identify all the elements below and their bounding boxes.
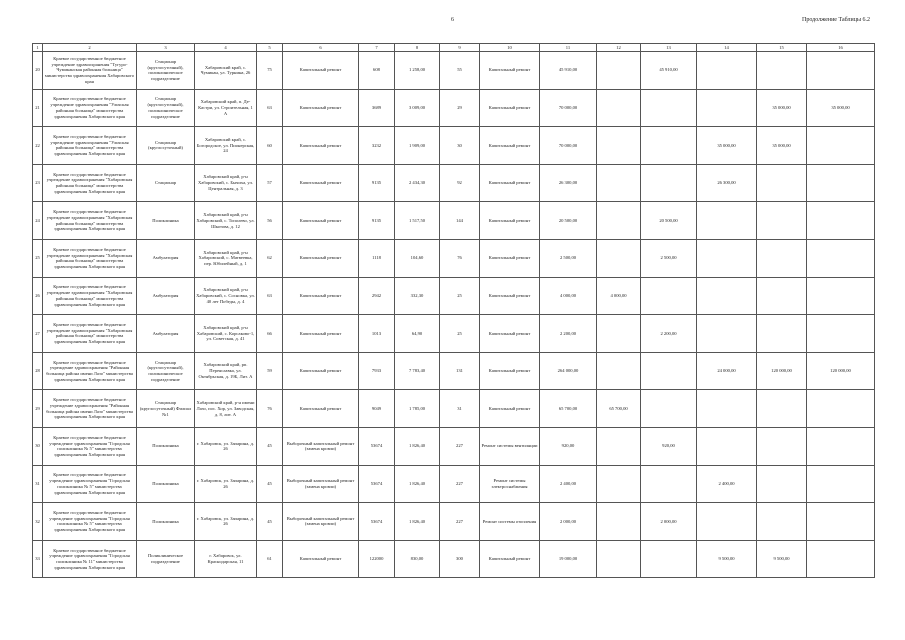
cost-year-3	[697, 427, 757, 465]
work-type: Выборочный капитальный ремонт (замена кровли)	[283, 503, 359, 541]
total-cost: 70 000,00	[540, 127, 597, 165]
facility-address: г. Хабаровск, ул. Запарина, д. 26	[195, 427, 257, 465]
wear-percent: 60	[257, 127, 283, 165]
facility-address: г. Хабаровск, ул. Запарина, д. 26	[195, 503, 257, 541]
visits-count: 3232	[359, 127, 395, 165]
cost-year-5	[807, 540, 875, 578]
table-row	[33, 52, 875, 90]
table-row	[33, 427, 875, 465]
staff-count: 131	[440, 352, 480, 390]
facility-type: Поликлиника	[137, 427, 195, 465]
organization-name: Краевое государственное бюджетное учреждение здравоохранения "Городская поликлиника № 11" министерства здравоохранения Хабаровского края	[43, 540, 137, 578]
cost-year-3	[697, 239, 757, 277]
cost-year-2	[641, 89, 697, 127]
cost-year-4	[757, 315, 807, 353]
cost-year-1	[597, 427, 641, 465]
building-area: 1 826,40	[395, 465, 440, 503]
organization-name: Краевое государственное бюджетное учреждение здравоохранения "Городская поликлиника № 5" министерства здравоохранения Хабаровского края	[43, 503, 137, 541]
cost-year-2: 45 910,00	[641, 52, 697, 90]
cost-year-4	[757, 503, 807, 541]
facility-address: Хабаровский край, с. Чумикан, ул. Турнина, 26	[195, 52, 257, 90]
cost-year-2	[641, 164, 697, 202]
total-cost: 65 700,00	[540, 390, 597, 428]
row-number: 33	[33, 540, 43, 578]
column-header: 1	[33, 44, 43, 52]
cost-year-5	[807, 315, 875, 353]
cost-year-5: 120 000,00	[807, 352, 875, 390]
facility-address: г. Хабаровск, ул. Краснодарская, 11	[195, 540, 257, 578]
table-body	[33, 52, 875, 578]
table-row	[33, 239, 875, 277]
cost-year-4: 120 000,00	[757, 352, 807, 390]
column-header: 6	[283, 44, 359, 52]
cost-year-5: 35 000,00	[807, 89, 875, 127]
facility-type: Амбулатория	[137, 277, 195, 315]
cost-year-4	[757, 390, 807, 428]
building-area: 332,30	[395, 277, 440, 315]
work-type: Капитальный ремонт	[283, 202, 359, 240]
cost-year-2	[641, 465, 697, 503]
building-area: 830,00	[395, 540, 440, 578]
staff-count: 25	[440, 315, 480, 353]
cost-year-5	[807, 127, 875, 165]
visits-count: 7933	[359, 352, 395, 390]
column-header: 13	[641, 44, 697, 52]
cost-year-1	[597, 540, 641, 578]
cost-year-5	[807, 277, 875, 315]
cost-year-2	[641, 352, 697, 390]
column-header: 10	[480, 44, 540, 52]
cost-year-2: 2 000,00	[641, 503, 697, 541]
building-area: 64,90	[395, 315, 440, 353]
facility-type: Стационар (круглосуточный), поликлиническое подразделение	[137, 89, 195, 127]
row-number: 26	[33, 277, 43, 315]
cost-year-1	[597, 89, 641, 127]
table-row	[33, 164, 875, 202]
wear-percent: 57	[257, 164, 283, 202]
column-header: 7	[359, 44, 395, 52]
cost-year-2: 920,00	[641, 427, 697, 465]
organization-name: Краевое государственное бюджетное учреждение здравоохранения "Хабаровская районная больница" министерства здравоохранения Хабаровского края	[43, 164, 137, 202]
facility-address: Хабаровский край, р-н имени Лазо, пос. Хор, ул. Заводская, д. 8, лит. А	[195, 390, 257, 428]
planned-work: Капитальный ремонт	[480, 52, 540, 90]
cost-year-3	[697, 390, 757, 428]
planned-work: Ремонт системы отопления	[480, 503, 540, 541]
work-type: Выборочный капитальный ремонт (замена кровли)	[283, 427, 359, 465]
wear-percent: 66	[257, 315, 283, 353]
building-area: 1 258,00	[395, 52, 440, 90]
organization-name: Краевое государственное бюджетное учреждение здравоохранения "Хабаровская районная больница" министерства здравоохранения Хабаровского края	[43, 315, 137, 353]
cost-year-2: 2 200,00	[641, 315, 697, 353]
facility-address: Хабаровский край, р-н Хабаровский, с. Сосновка, ул. 40 лет Победы, д. 4	[195, 277, 257, 315]
cost-year-1	[597, 503, 641, 541]
staff-count: 227	[440, 427, 480, 465]
cost-year-1	[597, 202, 641, 240]
work-type: Капитальный ремонт	[283, 127, 359, 165]
planned-work: Капитальный ремонт	[480, 164, 540, 202]
cost-year-4	[757, 164, 807, 202]
cost-year-4: 9 500,00	[757, 540, 807, 578]
facility-address: Хабаровский край, рп. Переяславка, ул. Октябрьская, д. 19Б, Лит. А	[195, 352, 257, 390]
facility-type: Стационар	[137, 164, 195, 202]
table-row	[33, 277, 875, 315]
total-cost: 920,00	[540, 427, 597, 465]
visits-count: 9135	[359, 164, 395, 202]
cost-year-1	[597, 315, 641, 353]
work-type: Капитальный ремонт	[283, 390, 359, 428]
organization-name: Краевое государственное бюджетное учреждение здравоохранения "Районная больница района имени Лазо" министерства здравоохранения Хабаровского края	[43, 390, 137, 428]
total-cost: 19 000,00	[540, 540, 597, 578]
row-number: 27	[33, 315, 43, 353]
column-header: 16	[807, 44, 875, 52]
visits-count: 122000	[359, 540, 395, 578]
planned-work: Ремонт системы вентиляции	[480, 427, 540, 465]
cost-year-1: 4 000,00	[597, 277, 641, 315]
cost-year-4	[757, 427, 807, 465]
cost-year-1	[597, 239, 641, 277]
cost-year-3: 26 300,00	[697, 164, 757, 202]
organization-name: Краевое государственное бюджетное учреждение здравоохранения "Городская поликлиника № 5" министерства здравоохранения Хабаровского края	[43, 427, 137, 465]
facility-address: Хабаровский край, р-н Хабаровский, с. Бычиха, ул. Центральная, д. 3	[195, 164, 257, 202]
staff-count: 300	[440, 540, 480, 578]
cost-year-3: 2 400,00	[697, 465, 757, 503]
row-number: 31	[33, 465, 43, 503]
cost-year-1	[597, 164, 641, 202]
cost-year-4	[757, 202, 807, 240]
building-area: 7 783,40	[395, 352, 440, 390]
facility-address: Хабаровский край, р-н Хабаровский, с. Матвеевка, пер. Юбилейный, д. 1	[195, 239, 257, 277]
cost-year-5	[807, 239, 875, 277]
facility-type: Амбулатория	[137, 315, 195, 353]
work-type: Капитальный ремонт	[283, 52, 359, 90]
visits-count: 53674	[359, 465, 395, 503]
visits-count: 9049	[359, 390, 395, 428]
cost-year-4	[757, 52, 807, 90]
repair-plan-table	[32, 43, 875, 578]
column-header: 14	[697, 44, 757, 52]
cost-year-1	[597, 52, 641, 90]
visits-count: 9135	[359, 202, 395, 240]
table-row	[33, 352, 875, 390]
column-header: 2	[43, 44, 137, 52]
staff-count: 31	[440, 390, 480, 428]
building-area: 2 434,30	[395, 164, 440, 202]
table-row	[33, 465, 875, 503]
wear-percent: 56	[257, 202, 283, 240]
row-number: 23	[33, 164, 43, 202]
table-row	[33, 390, 875, 428]
facility-type: Поликлиника	[137, 503, 195, 541]
table-row	[33, 127, 875, 165]
facility-type: Стационар (круглосуточный), поликлиническое подразделение	[137, 352, 195, 390]
planned-work: Капитальный ремонт	[480, 540, 540, 578]
cost-year-2	[641, 540, 697, 578]
cost-year-5	[807, 52, 875, 90]
building-area: 1 826,40	[395, 427, 440, 465]
planned-work: Капитальный ремонт	[480, 202, 540, 240]
column-header: 9	[440, 44, 480, 52]
work-type: Выборочный капитальный ремонт (замена кровли)	[283, 465, 359, 503]
cost-year-3	[697, 89, 757, 127]
organization-name: Краевое государственное бюджетное учреждение здравоохранения "Городская поликлиника № 5" министерства здравоохранения Хабаровского края	[43, 465, 137, 503]
cost-year-3: 9 500,00	[697, 540, 757, 578]
visits-count: 1118	[359, 239, 395, 277]
total-cost: 2 200,00	[540, 315, 597, 353]
staff-count: 76	[440, 239, 480, 277]
visits-count: 608	[359, 52, 395, 90]
staff-count: 144	[440, 202, 480, 240]
building-area: 1 785,00	[395, 390, 440, 428]
row-number: 22	[33, 127, 43, 165]
organization-name: Краевое государственное бюджетное учреждение здравоохранения "Ульчская районная больница" министерства здравоохранения Хабаровского края	[43, 127, 137, 165]
staff-count: 29	[440, 89, 480, 127]
cost-year-5	[807, 390, 875, 428]
row-number: 24	[33, 202, 43, 240]
row-number: 32	[33, 503, 43, 541]
wear-percent: 63	[257, 277, 283, 315]
row-number: 21	[33, 89, 43, 127]
total-cost: 2 000,00	[540, 503, 597, 541]
facility-address: Хабаровский край, р-н Хабаровский, с. Тополево, ул. Шкотова, д. 12	[195, 202, 257, 240]
row-number: 20	[33, 52, 43, 90]
wear-percent: 75	[257, 52, 283, 90]
facility-type: Стационар (круглосуточный), поликлиническое подразделение	[137, 52, 195, 90]
planned-work: Капитальный ремонт	[480, 89, 540, 127]
organization-name: Краевое государственное бюджетное учреждение здравоохранения "Хабаровская районная больница" министерства здравоохранения Хабаровского края	[43, 202, 137, 240]
staff-count: 92	[440, 164, 480, 202]
visits-count: 3689	[359, 89, 395, 127]
page-number: 6	[451, 17, 454, 23]
wear-percent: 45	[257, 427, 283, 465]
facility-type: Поликлиника	[137, 465, 195, 503]
visits-count: 53674	[359, 503, 395, 541]
cost-year-4: 35 000,00	[757, 89, 807, 127]
cost-year-3	[697, 315, 757, 353]
cost-year-2	[641, 277, 697, 315]
cost-year-3	[697, 202, 757, 240]
column-header: 5	[257, 44, 283, 52]
work-type: Капитальный ремонт	[283, 277, 359, 315]
cost-year-2: 2 500,00	[641, 239, 697, 277]
table-row	[33, 89, 875, 127]
planned-work: Капитальный ремонт	[480, 390, 540, 428]
work-type: Капитальный ремонт	[283, 540, 359, 578]
table-row	[33, 202, 875, 240]
planned-work: Капитальный ремонт	[480, 315, 540, 353]
building-area: 1 826,40	[395, 503, 440, 541]
cost-year-5	[807, 202, 875, 240]
total-cost: 264 000,00	[540, 352, 597, 390]
planned-work: Капитальный ремонт	[480, 352, 540, 390]
planned-work: Капитальный ремонт	[480, 239, 540, 277]
table-row	[33, 315, 875, 353]
facility-type: Поликлиническое подразделение	[137, 540, 195, 578]
wear-percent: 45	[257, 503, 283, 541]
building-area: 104,60	[395, 239, 440, 277]
wear-percent: 63	[257, 89, 283, 127]
cost-year-4	[757, 277, 807, 315]
cost-year-1: 65 700,00	[597, 390, 641, 428]
visits-count: 2942	[359, 277, 395, 315]
column-header: 3	[137, 44, 195, 52]
facility-type: Поликлиника	[137, 202, 195, 240]
total-cost: 20 500,00	[540, 202, 597, 240]
wear-percent: 62	[257, 239, 283, 277]
cost-year-4	[757, 465, 807, 503]
row-number: 30	[33, 427, 43, 465]
column-header: 4	[195, 44, 257, 52]
staff-count: 30	[440, 127, 480, 165]
facility-address: Хабаровский край, с. Богородское, ул. Пионерская, 24	[195, 127, 257, 165]
planned-work: Ремонт системы электроснабжения	[480, 465, 540, 503]
facility-type: Стационар (круглосуточный)	[137, 127, 195, 165]
cost-year-1	[597, 127, 641, 165]
organization-name: Краевое государственное бюджетное учреждение здравоохранения "Тугуро-Чумиканская районная больница" министерства здравоохранения Хабаровского края	[43, 52, 137, 90]
column-header: 11	[540, 44, 597, 52]
cost-year-5	[807, 465, 875, 503]
planned-work: Капитальный ремонт	[480, 277, 540, 315]
cost-year-2	[641, 127, 697, 165]
row-number: 29	[33, 390, 43, 428]
facility-address: г. Хабаровск, ул. Запарина, д. 26	[195, 465, 257, 503]
total-cost: 26 300,00	[540, 164, 597, 202]
organization-name: Краевое государственное бюджетное учреждение здравоохранения "Хабаровская районная больница" министерства здравоохранения Хабаровского края	[43, 277, 137, 315]
work-type: Капитальный ремонт	[283, 239, 359, 277]
total-cost: 70 000,00	[540, 89, 597, 127]
building-area: 1 909,00	[395, 127, 440, 165]
cost-year-3: 35 000,00	[697, 127, 757, 165]
building-area: 1 517,50	[395, 202, 440, 240]
wear-percent: 59	[257, 352, 283, 390]
work-type: Капитальный ремонт	[283, 315, 359, 353]
wear-percent: 61	[257, 540, 283, 578]
total-cost: 2 400,00	[540, 465, 597, 503]
staff-count: 55	[440, 52, 480, 90]
staff-count: 227	[440, 465, 480, 503]
planned-work: Капитальный ремонт	[480, 127, 540, 165]
table-row	[33, 503, 875, 541]
cost-year-4	[757, 239, 807, 277]
visits-count: 1013	[359, 315, 395, 353]
cost-year-3: 24 000,00	[697, 352, 757, 390]
staff-count: 25	[440, 277, 480, 315]
cost-year-1	[597, 465, 641, 503]
facility-type: Амбулатория	[137, 239, 195, 277]
building-area: 3 009,00	[395, 89, 440, 127]
row-number: 25	[33, 239, 43, 277]
staff-count: 227	[440, 503, 480, 541]
column-header: 12	[597, 44, 641, 52]
work-type: Капитальный ремонт	[283, 89, 359, 127]
organization-name: Краевое государственное бюджетное учреждение здравоохранения "Районная больница района имени Лазо" министерства здравоохранения Хабаровского края	[43, 352, 137, 390]
facility-address: Хабаровский край, р-н Хабаровский, с. Корсаково-1, ул. Советская, д. 41	[195, 315, 257, 353]
column-header: 8	[395, 44, 440, 52]
cost-year-5	[807, 427, 875, 465]
organization-name: Краевое государственное бюджетное учреждение здравоохранения "Ульчская районная больница" министерства здравоохранения Хабаровского края	[43, 89, 137, 127]
facility-address: Хабаровский край, п. Де-Кастри, ул. Строительная, 1 А	[195, 89, 257, 127]
cost-year-5	[807, 164, 875, 202]
cost-year-2	[641, 390, 697, 428]
total-cost: 2 500,00	[540, 239, 597, 277]
wear-percent: 76	[257, 390, 283, 428]
work-type: Капитальный ремонт	[283, 352, 359, 390]
facility-type: Стационар (круглосуточный) Филиал №1	[137, 390, 195, 428]
cost-year-4: 35 000,00	[757, 127, 807, 165]
row-number: 28	[33, 352, 43, 390]
cost-year-5	[807, 503, 875, 541]
column-number-row	[33, 44, 875, 52]
cost-year-2: 20 500,00	[641, 202, 697, 240]
visits-count: 53674	[359, 427, 395, 465]
column-header: 15	[757, 44, 807, 52]
total-cost: 45 910,00	[540, 52, 597, 90]
total-cost: 4 000,00	[540, 277, 597, 315]
cost-year-1	[597, 352, 641, 390]
work-type: Капитальный ремонт	[283, 164, 359, 202]
table-row	[33, 540, 875, 578]
cost-year-3	[697, 52, 757, 90]
table-continuation-note: Продолжение Таблицы 6.2	[802, 17, 870, 23]
cost-year-3	[697, 277, 757, 315]
cost-year-3	[697, 503, 757, 541]
organization-name: Краевое государственное бюджетное учреждение здравоохранения "Хабаровская районная больница" министерства здравоохранения Хабаровского края	[43, 239, 137, 277]
wear-percent: 45	[257, 465, 283, 503]
